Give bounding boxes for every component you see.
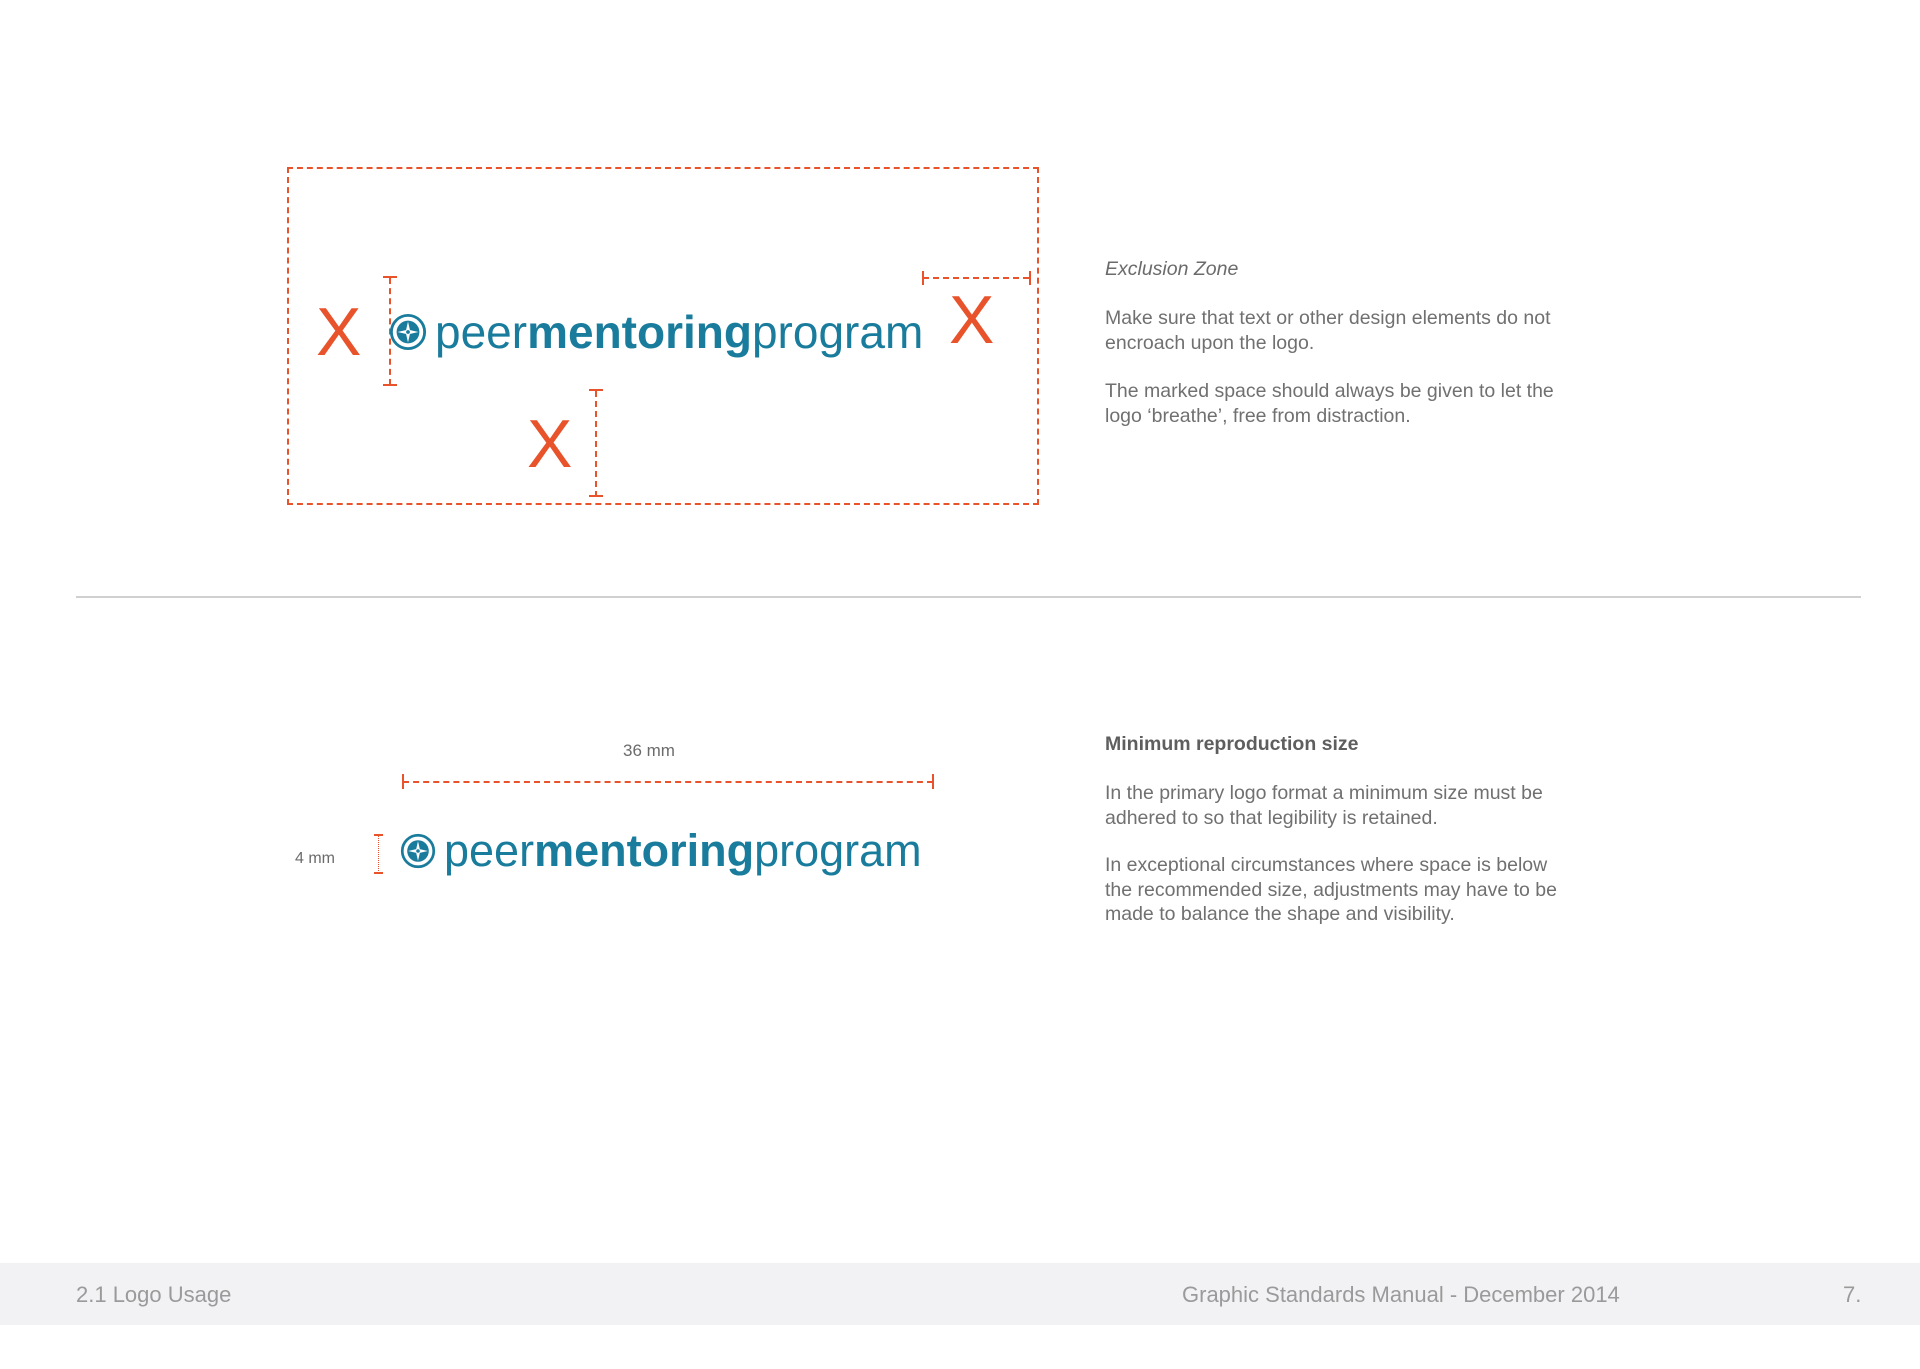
measure-cap	[374, 834, 383, 836]
logo-word-peer: peer	[444, 825, 535, 876]
measure-cap	[1029, 271, 1031, 285]
measure-width	[403, 781, 933, 783]
exclusion-zone-heading: Exclusion Zone	[1105, 258, 1239, 280]
measure-cap	[589, 389, 603, 391]
compass-icon	[389, 313, 427, 351]
minimum-size-paragraph-2: In exceptional circumstances where space is below the recommended size, adjustments may have to be made to balance the shape and visibility.	[1105, 854, 1557, 925]
measure-cap	[383, 384, 397, 386]
measure-cap	[932, 774, 934, 789]
footer-page-number: 7.	[1843, 1282, 1862, 1307]
section-divider	[76, 596, 1861, 598]
minimum-size-heading: Minimum reproduction size	[1105, 733, 1359, 755]
measure-cap	[402, 774, 404, 789]
logo-word-program: program	[751, 306, 924, 358]
x-marker-bottom: X	[527, 406, 573, 482]
footer-title: Graphic Standards Manual - December 2014	[1182, 1282, 1620, 1307]
exclusion-zone-paragraph-2: The marked space should always be given to let the logo ‘breathe’, free from distraction.	[1105, 380, 1554, 427]
measure-cap	[383, 276, 397, 278]
footer-section: 2.1 Logo Usage	[76, 1282, 232, 1307]
measure-height	[378, 835, 379, 873]
measure-cap	[374, 872, 383, 874]
measure-horizontal-right	[923, 277, 1029, 279]
measure-cap	[922, 271, 924, 285]
x-marker-right: X	[949, 282, 995, 358]
x-marker-left: X	[316, 294, 362, 370]
height-label: 4 mm	[295, 850, 335, 867]
measure-vertical-bottom	[595, 391, 597, 497]
logo-word-peer: peer	[435, 306, 528, 358]
logo-word-program: program	[754, 825, 922, 876]
minimum-size-paragraph-1: In the primary logo format a minimum size must be adhered to so that legibility is retained.	[1105, 782, 1543, 829]
logo-word-mentoring: mentoring	[534, 825, 755, 876]
measure-cap	[589, 495, 603, 497]
brand-logo-small	[400, 823, 922, 879]
page-footer	[0, 1263, 1920, 1325]
logo-word-mentoring: mentoring	[527, 306, 752, 358]
width-label: 36 mm	[623, 741, 675, 760]
exclusion-zone-paragraph-1: Make sure that text or other design elements do not encroach upon the logo.	[1105, 307, 1551, 354]
compass-icon	[400, 833, 436, 869]
brand-logo-large	[389, 302, 923, 362]
